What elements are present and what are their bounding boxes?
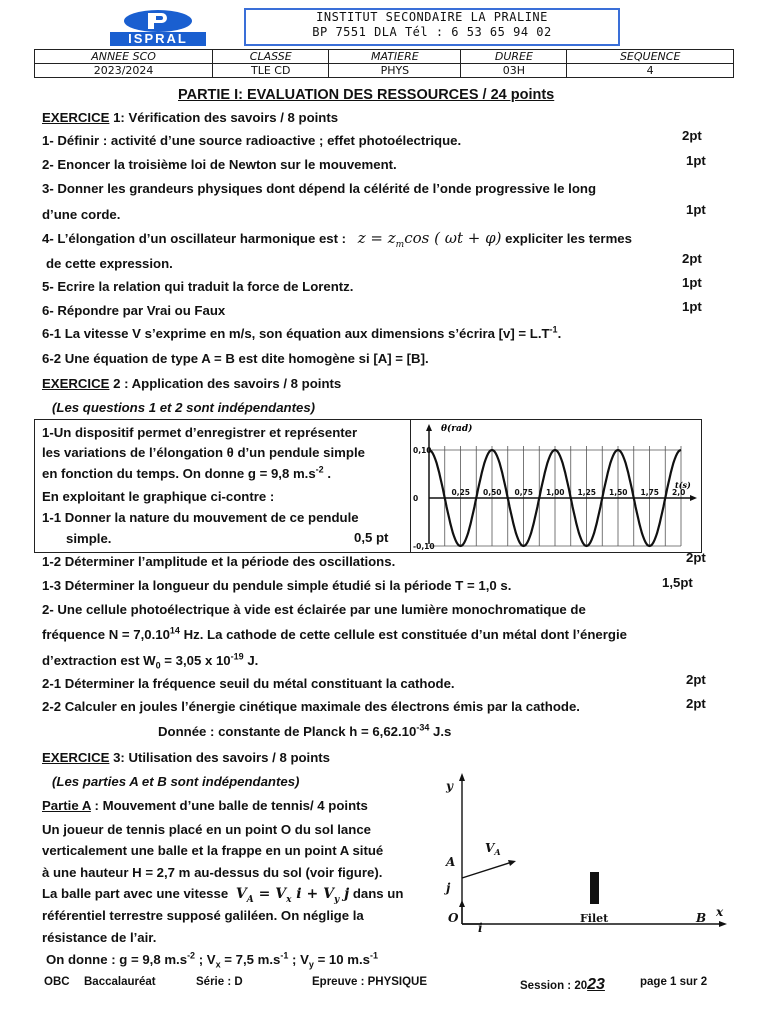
y-axis-label: y: [446, 779, 453, 793]
velocity-label: $V_A$: [485, 841, 501, 857]
info-value: PHYS: [329, 64, 461, 78]
part1-title: PARTIE I: EVALUATION DES RESSOURCES / 24 points: [178, 87, 555, 103]
pendulum-chart: [411, 420, 701, 552]
ex3-note: (Les parties A et B sont indépendantes): [52, 774, 300, 789]
ex1-q6-1: 6-1 La vitesse V s’exprime en m/s, son équation aux dimensions s’écrira $[v] = L.T^{-1}$.: [42, 324, 562, 341]
ex1-q3-points: 1pt: [686, 202, 706, 217]
net-post: [590, 872, 599, 904]
ex2-p6-points: 0,5 pt: [354, 530, 389, 545]
unit-j-label: j: [446, 881, 451, 895]
ex1-q6: 6- Répondre par Vrai ou Faux: [42, 303, 226, 318]
x-tick-label: 1,75: [640, 488, 660, 497]
ex2-p2: les variations de l’élongation θ d’un pendule simple: [42, 445, 365, 460]
footer-obc: OBC: [44, 976, 70, 988]
ex3-l2: verticalement une balle et la frappe en un point A situé: [42, 843, 384, 858]
ex1-title: EXERCICE 1: Vérification des savoirs / 8 points: [42, 110, 339, 125]
info-value: 03H: [461, 64, 567, 78]
institute-header: [244, 8, 620, 46]
ex3-l1: Un joueur de tennis placé en un point O du sol lance: [42, 822, 371, 837]
pendulum-graph: [410, 419, 702, 553]
ex2-q2-line3: d’extraction est $W_0 = 3,05$ x $10^{-19}$ J.: [42, 651, 259, 671]
logo-text: ISPRAL: [128, 31, 188, 46]
footer-bac: Baccalauréat: [84, 976, 156, 988]
ex1-q4-formula: $z = z_m\cos$ ( ωt + φ): [357, 229, 502, 250]
info-header: DUREE: [461, 50, 567, 64]
info-header: ANNEE SCO: [35, 50, 213, 64]
ex2-p4: En exploitant le graphique ci-contre :: [42, 489, 275, 504]
ex2-title: EXERCICE 2 : Application des savoirs / 8 points: [42, 376, 342, 391]
ex2-q2-2-points: 2pt: [686, 696, 706, 711]
ex2-donnee: Donnée : constante de Planck $h = 6,62.10^{-34}$ J.s: [158, 722, 452, 739]
x-tick-label: 2,0: [672, 488, 686, 497]
x-axis-label: t(s): [675, 480, 691, 490]
ex2-q2-line2: fréquence $N = 7,0.10^{14}$ Hz. La cathode de cette cellule est constituée d’un métal dont l’énergie: [42, 625, 627, 642]
ex2-q1-2: 1-2 Déterminer l’amplitude et la période des oscillations.: [42, 554, 396, 569]
ex3-l5: référentiel terrestre supposé galiléen. On néglige la: [42, 908, 364, 923]
y-tick-label: 0: [413, 494, 419, 503]
ex1-q5: 5- Ecrire la relation qui traduit la force de Lorentz.: [42, 279, 354, 294]
institute-name: INSTITUT SECONDAIRE LA PRALINE: [316, 10, 548, 24]
ex2-p6: simple.: [66, 531, 112, 546]
ex2-q2-1-points: 2pt: [686, 672, 706, 687]
ex1-q2: 2- Enoncer la troisième loi de Newton sur le mouvement.: [42, 157, 397, 172]
info-table: [34, 49, 734, 78]
ex1-q1-points: 2pt: [682, 128, 702, 143]
x-tick-label: 1,00: [546, 488, 565, 497]
x-tick-label: 0,25: [451, 488, 471, 497]
footer-page: page 1 sur 2: [640, 976, 708, 988]
x-tick-label: 0,75: [514, 488, 534, 497]
ex3-l3: à une hauteur H = 2,7 m au-dessus du sol (voir figure).: [42, 865, 383, 880]
ex1-q6-2: 6-2 Une équation de type A = B est dite homogène si [A] = [B].: [42, 351, 429, 366]
ex2-p3: en fonction du temps. On donne g = 9,8 $m.s^{-2}$ .: [42, 464, 332, 481]
info-header: CLASSE: [213, 50, 329, 64]
ex2-q1-2-points: 2pt: [686, 550, 706, 565]
info-header: MATIERE: [329, 50, 461, 64]
ex2-p5: 1-1 Donner la nature du mouvement de ce pendule: [42, 510, 359, 525]
ex1-q6-points: 1pt: [682, 299, 702, 314]
ex1-q2-points: 1pt: [686, 153, 706, 168]
info-value: 4: [567, 64, 734, 78]
point-a-label: A: [446, 855, 456, 869]
ex1-q4-points: 2pt: [682, 251, 702, 266]
ex2-q1-3-points: 1,5pt: [662, 575, 693, 590]
ex3-l6: résistance de l’air.: [42, 930, 157, 945]
info-header: SEQUENCE: [567, 50, 734, 64]
ex2-q1-3: 1-3 Déterminer la longueur du pendule simple étudié si la période T = 1,0 s.: [42, 578, 512, 593]
ex1-q3-line1: 3- Donner les grandeurs physiques dont dépend la célérité de l’onde progressive le long: [42, 181, 597, 196]
ex2-q2-1: 2-1 Déterminer la fréquence seuil du métal constituant la cathode.: [42, 676, 455, 691]
y-tick-label: -0,10: [413, 542, 435, 551]
ex1-q4-line1: 4- L’élongation d’un oscillateur harmonique est : $z = z_m\cos$ ( ωt + φ) expliciter les termes: [42, 229, 632, 250]
x-tick-label: 1,25: [577, 488, 597, 497]
ex2-q2-line1: 2- Une cellule photoélectrique à vide est éclairée par une lumière monochromatique de: [42, 602, 586, 617]
origin-label: O: [448, 911, 459, 925]
footer-serie: Série : D: [196, 976, 243, 988]
x-axis-label: x: [716, 905, 724, 919]
ex3-velocity-formula: $V_A = V_x$ $i + V_y$ j: [235, 886, 350, 905]
institute-contact: BP 7551 DLA Tél : 6 53 65 94 02: [312, 25, 552, 39]
footer-session: Session : 2023: [520, 976, 605, 993]
footer-epreuve: Epreuve : PHYSIQUE: [312, 976, 428, 988]
ex1-q5-points: 1pt: [682, 275, 702, 290]
ex3-l7: On donne : g = 9,8 $m.s^{-2}$ ; $V_x = 7,5$ $m.s^{-1}$ ; $V_y = 10$ $m.s^{-1}$: [46, 950, 379, 970]
ex1-q3-line2: d’une corde.: [42, 207, 121, 222]
info-value: TLE CD: [213, 64, 329, 78]
info-value: 2023/2024: [35, 64, 213, 78]
ex3-partA-title: Partie A : Mouvement d’une balle de tennis/ 4 points: [42, 798, 368, 813]
ex2-p1: 1-Un dispositif permet d’enregistrer et représenter: [42, 425, 358, 440]
point-b-label: B: [696, 911, 707, 925]
filet-label: Filet: [580, 912, 609, 925]
y-axis-label: θ(rad): [441, 424, 473, 434]
ispral-logo: [104, 8, 212, 46]
ex3-l4: La balle part avec une vitesse $V_A = V_x$ $i + V_y$ j dans un: [42, 886, 404, 905]
unit-i-label: i: [478, 921, 483, 935]
ex2-q2-2: 2-2 Calculer en joules l’énergie cinétique maximale des électrons émis par la cathode.: [42, 699, 580, 714]
ex1-q1: 1- Définir : activité d’une source radioactive ; effet photoélectrique.: [42, 133, 462, 148]
tennis-figure: [440, 770, 730, 935]
y-tick-label: 0,10: [413, 446, 432, 455]
ex3-title: EXERCICE 3: Utilisation des savoirs / 8 points: [42, 750, 331, 765]
ex2-note: (Les questions 1 et 2 sont indépendantes): [52, 400, 316, 415]
ex1-q4-line2: de cette expression.: [46, 256, 173, 271]
x-tick-label: 0,50: [483, 488, 502, 497]
x-tick-label: 1,50: [609, 488, 628, 497]
